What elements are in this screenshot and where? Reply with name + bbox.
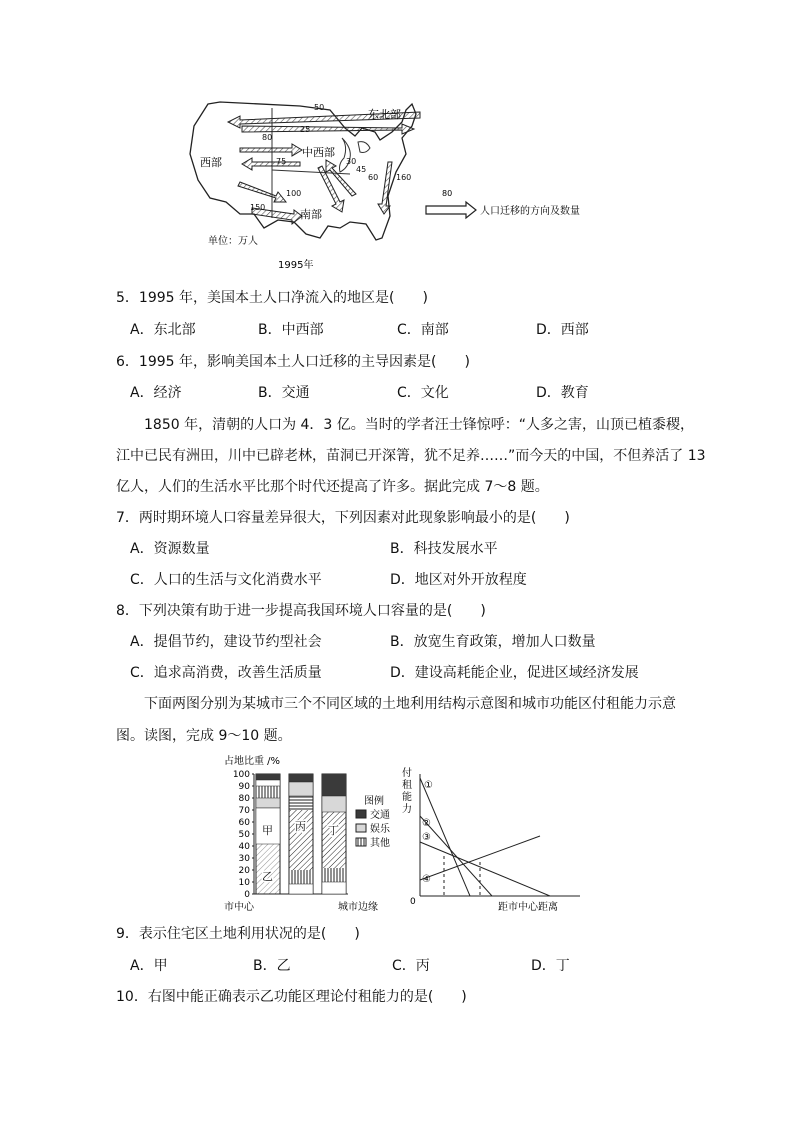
bar-ytick-20: 20 <box>238 866 250 876</box>
line-xlabel: 距市中心距离 <box>498 902 558 913</box>
line-label-3: ③ <box>422 832 431 843</box>
q5-stem: 5．1995 年，美国本土人口净流入的地区是( ) <box>116 290 428 306</box>
land-use-bar-chart <box>222 754 408 914</box>
flow-25: 25 <box>300 125 311 134</box>
q9-option-a[interactable]: A．甲 <box>130 958 168 974</box>
passage2-line1: 下面两图分别为某城市三个不同区域的土地利用结构示意图和城市功能区付租能力示意 <box>144 696 676 712</box>
flow-100: 100 <box>286 189 302 198</box>
passage1-line1: 1850 年，清朝的人口为 4．3 亿。当时的学者汪士锋惊呼：“人多之害，山顶已植黍稷， <box>144 417 695 433</box>
legend-traffic: 交通 <box>370 810 390 821</box>
bar-ytick-80: 80 <box>238 794 250 804</box>
q7-option-c[interactable]: C．人口的生活与文化消费水平 <box>130 572 322 588</box>
flow-45: 45 <box>356 165 367 174</box>
bar-ytick-50: 50 <box>238 830 250 840</box>
passage1-line3: 亿人，人们的生活水平比那个时代还提高了许多。据此完成 7～8 题。 <box>116 479 549 495</box>
q9-option-c[interactable]: C．丙 <box>392 958 430 974</box>
line-label-4: ④ <box>422 874 431 885</box>
q5-option-a[interactable]: A．东北部 <box>130 322 196 338</box>
bar-xlabel-left: 市中心 <box>224 902 254 913</box>
q5-option-d[interactable]: D．西部 <box>536 322 589 338</box>
bar-ytick-60: 60 <box>238 818 250 828</box>
legend-swatch-entertainment <box>356 824 366 832</box>
bar-label-bing: 丙 <box>295 820 306 833</box>
q8-option-a[interactable]: A．提倡节约，建设节约型社会 <box>130 634 322 650</box>
flow-60: 60 <box>368 173 379 182</box>
unit-label: 单位：万人 <box>208 236 258 247</box>
flow-160: 160 <box>396 173 412 182</box>
q8-stem: 8．下列决策有助于进一步提高我国环境人口容量的是( ) <box>116 603 486 619</box>
label-south: 南部 <box>300 208 322 221</box>
bar-ytick-30: 30 <box>238 854 250 864</box>
line-origin: 0 <box>410 897 416 907</box>
q6-option-d[interactable]: D．教育 <box>536 385 589 401</box>
flow-80: 80 <box>262 133 273 142</box>
legend-value: 80 <box>442 189 453 198</box>
line-ylabel-2: 租 <box>402 780 412 791</box>
bar-ytick-90: 90 <box>238 782 250 792</box>
q9-stem: 9．表示住宅区土地利用状况的是( ) <box>116 926 360 942</box>
bar-ylabel: 占地比重 /% <box>224 756 281 767</box>
bar-xlabel-right: 城市边缘 <box>338 902 378 913</box>
bar-ytick-10: 10 <box>238 878 250 888</box>
label-northeast: 东北部 <box>368 108 401 121</box>
q7-stem: 7．两时期环境人口容量差异很大，下列因素对此现象影响最小的是( ) <box>116 510 570 526</box>
legend-other: 其他 <box>370 838 390 849</box>
legend-arrow <box>426 202 476 218</box>
q7-option-a[interactable]: A．资源数量 <box>130 541 210 557</box>
passage2-line2: 图。读图，完成 9～10 题。 <box>116 728 292 744</box>
q6-option-c[interactable]: C．文化 <box>397 385 449 401</box>
legend-entertainment: 娱乐 <box>370 824 390 835</box>
q9-option-b[interactable]: B．乙 <box>253 958 291 974</box>
q6-option-a[interactable]: A．经济 <box>130 385 182 401</box>
line-ylabel-1: 付 <box>402 768 412 779</box>
q6-stem: 6．1995 年，影响美国本土人口迁移的主导因素是( ) <box>116 354 470 370</box>
q7-option-d[interactable]: D．地区对外开放程度 <box>390 572 527 588</box>
migration-map <box>180 98 620 276</box>
bar-ytick-100: 100 <box>232 770 250 780</box>
q8-option-c[interactable]: C．追求高消费，改善生活质量 <box>130 665 322 681</box>
year-label: 1995年 <box>278 260 314 271</box>
bar-label-yi: 乙 <box>262 870 273 883</box>
q8-option-b[interactable]: B．放宽生育政策，增加人口数量 <box>390 634 596 650</box>
bar-legend-title: 图例 <box>364 796 384 807</box>
flow-30: 30 <box>346 157 357 166</box>
legend-swatch-traffic <box>356 810 366 818</box>
line-ylabel-3: 能 <box>402 792 412 803</box>
q5-option-c[interactable]: C．南部 <box>397 322 449 338</box>
q10-stem: 10．右图中能正确表示乙功能区理论付租能力的是( ) <box>116 989 467 1005</box>
legend-swatch-other <box>356 838 366 846</box>
q6-option-b[interactable]: B．交通 <box>258 385 310 401</box>
flow-75: 75 <box>276 157 287 166</box>
flow-150: 150 <box>250 203 266 212</box>
q8-option-d[interactable]: D．建设高耗能企业，促进区域经济发展 <box>390 665 639 681</box>
line-label-1: ① <box>424 780 433 791</box>
bar-ytick-70: 70 <box>238 806 250 816</box>
bar-label-ding: 丁 <box>328 824 339 837</box>
q7-option-b[interactable]: B．科技发展水平 <box>390 541 498 557</box>
q5-option-b[interactable]: B．中西部 <box>258 322 324 338</box>
passage1-line2: 江中已民有洲田，川中已辟老林，苗洞已开深箐，犹不足养……”而今天的中国，不但养活了 13 <box>116 448 706 464</box>
rent-capacity-chart <box>400 764 590 914</box>
q9-option-d[interactable]: D．丁 <box>531 958 570 974</box>
legend-label: 人口迁移的方向及数量 <box>480 206 580 217</box>
line-series-4 <box>420 836 540 880</box>
bar-2 <box>289 774 313 894</box>
line-ylabel-4: 力 <box>402 804 412 815</box>
bar-ytick-0: 0 <box>244 890 250 900</box>
flow-50: 50 <box>314 103 325 112</box>
bar-ytick-40: 40 <box>238 842 250 852</box>
label-west: 西部 <box>200 156 222 169</box>
label-midwest: 中西部 <box>302 146 335 159</box>
bar-label-jia: 甲 <box>262 824 273 837</box>
line-label-2: ② <box>422 818 431 829</box>
